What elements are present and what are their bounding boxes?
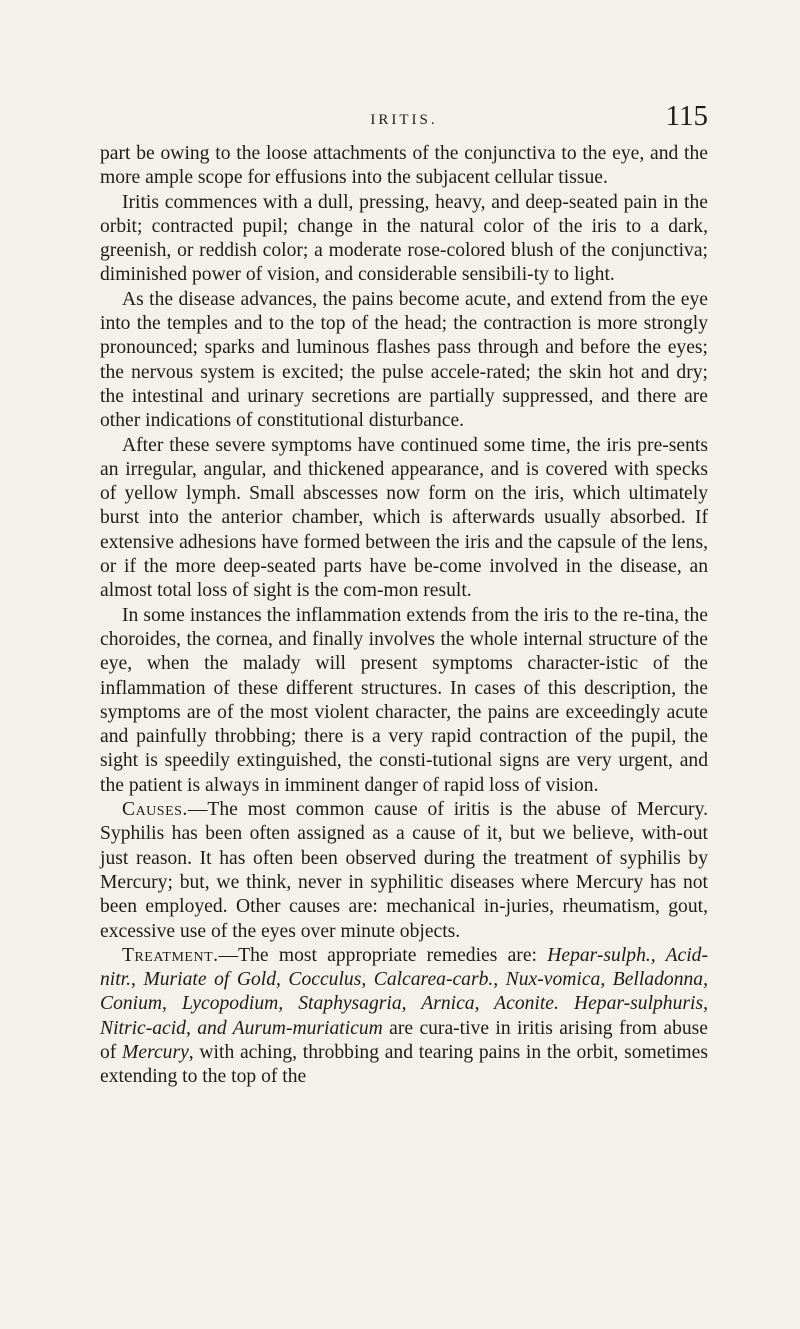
page-header — [100, 100, 708, 138]
paragraph-onset: Iritis commences with a dull, pressing, heavy, and deep-seated pain in the orbit; contracted pupil; change in the natural color of the iris to a dark, greenish, or reddish color; a moderate rose-colored blush of the conjunctiva; diminished power of vision, and considerable sensibili-ty to light. — [100, 191, 708, 286]
paragraph-causes — [100, 798, 708, 944]
paragraph-treatment — [100, 944, 708, 1090]
causes-text: —The most common cause of iritis is the abuse of Mercury. Syphilis has been often assigned as a cause of it, but we believe, with-out just reason. It has often been observed during the treatment of syphilis by Mercury; but, we think, never in syphilitic diseases where Mercury has not been employed. Other causes are: mechanical in-juries, rheumatism, gout, excessive use of the eyes over minute objects. — [100, 799, 708, 942]
paragraph-advance: As the disease advances, the pains become acute, and extend from the eye into the temples and to the top of the head; the contraction is more strongly pronounced; sparks and luminous flashes pass through and before the eyes; the nervous system is excited; the pulse accele-rated; the skin hot and dry; the intestinal and urinary secretions are partially suppressed, and there are other indications of constitutional disturbance. — [100, 288, 708, 432]
paragraph-continuation: part be owing to the loose attachments of the conjunctiva to the eye, and the more ample scope for effusions into the subjacent cellular tissue. — [100, 143, 708, 189]
treatment-mid: are cura-tive in iritis arising from abuse of — [100, 1017, 708, 1063]
treatment-heading: Treatment. — [122, 944, 219, 966]
page-number: 115 — [665, 100, 708, 132]
body-text — [100, 142, 708, 1090]
remedy-list: Hepar-sulph., Acid-nitr., Muriate of Gold, Cocculus, Calcarea-carb., Nux-vomica, Belladonna, Conium, Lycopodium, Staphysagria, Arnica, Aconite. Hepar-sulphuris, Nitric-acid, and Aurum-muriaticum — [100, 944, 708, 1039]
treatment-intro: —The most appropriate remedies are: — [218, 944, 548, 966]
paragraph-extension: In some instances the inflammation extends from the iris to the re-tina, the choroides, the cornea, and finally involves the whole internal structure of the eye, when the malady will present symptoms character-istic of the inflammation of these different structures. In cases of this description, the symptoms are of the most violent character, the pains are exceedingly acute and painfully throbbing; there is a very rapid contraction of the pupil, the sight is speedily extinguished, the consti-tutional signs are very urgent, and the patient is always in imminent danger of rapid loss of vision. — [100, 604, 708, 796]
treatment-end: , with aching, throbbing and tearing pains in the orbit, sometimes extending to the top of the — [100, 1041, 708, 1088]
remedy-mercury: Mercury — [122, 1041, 189, 1063]
paragraph-later-stage: After these severe symptoms have continued some time, the iris pre-sents an irregular, angular, and thickened appearance, and is covered with specks of yellow lymph. Small abscesses now form on the iris, which ultimately burst into the anterior chamber, which is afterwards usually absorbed. If extensive adhesions have formed between the iris and the capsule of the lens, or if the more deep-seated parts have be-come involved in the disease, an almost total loss of sight is the com-mon result. — [100, 434, 708, 602]
causes-heading: Causes. — [122, 799, 188, 821]
running-title: IRITIS. — [370, 112, 438, 128]
